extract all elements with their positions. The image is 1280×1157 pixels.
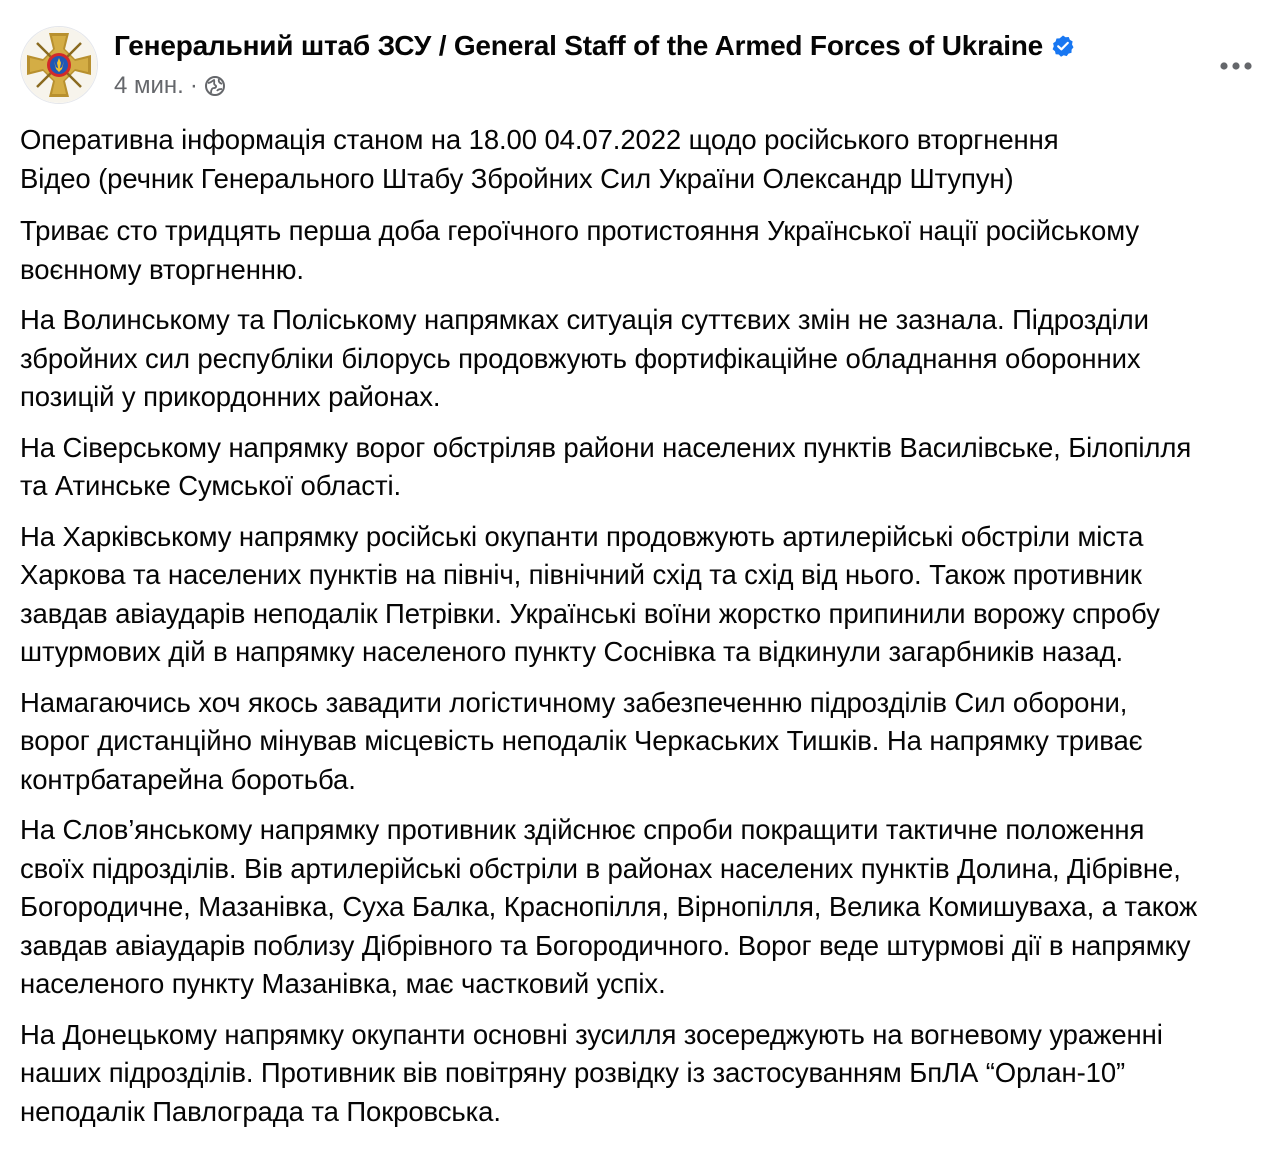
author-line (114, 30, 1075, 62)
more-options-icon (1219, 61, 1253, 71)
post-paragraph-headline: Оперативна інформація станом на 18.00 04.07.2022 щодо російського вторгнення Відео (речник Генерального Штабу Збройних Сил України Олександр Штупун) (20, 124, 1059, 194)
post-paragraph: На Слов’янському напрямку противник здійснює спроби покращити тактичне положення своїх підрозділів. Вів артилерійські обстріли в районах населених пунктів Долина, Дібрівне, Богородичне, Мазанівка, Суха Балка, Краснопілля, Вірнопілля, Велика Комишуваха, а також завдав авіаударів поблизу Дібрівного та Богородичного. Ворог веде штурмові дії в напрямку населеного пункту Мазанівка, має частковий успіх. (20, 814, 1198, 999)
post-paragraph: На Донецькому напрямку окупанти основні зусилля зосереджують на вогневому ураженні наших підрозділів. Противник вів повітряну розвідку із застосуванням БпЛА “Орлан-10” неподалік Павлограда та Покровська. (20, 1018, 1163, 1127)
globe-icon[interactable] (204, 75, 226, 97)
post-paragraph: На Волинському та Поліському напрямках ситуація суттєвих змін не зазнала. Підрозділи збройних сил республіки білорусь продовжують фортифікаційне обладнання оборонних позицій у прикордонних районах. (20, 304, 1149, 412)
post-paragraph: Намагаючись хоч якось завадити логістичному забезпеченню підрозділів Сил оборони, ворог дистанційно мінував місцевість неподалік Черкаських Тишків. На напрямку триває контрбатарейна боротьба. (20, 686, 1143, 795)
post-paragraph: Триває сто тридцять перша доба героїчного протистояння Української нації російському воєнному вторгненню. (20, 215, 1139, 285)
post-timestamp[interactable]: 4 мин. (114, 72, 184, 99)
post-paragraph: На Харківському напрямку російські окупанти продовжують артилерійські обстріли міста Харкова та населених пунктів на північ, північний схід та схід від нього. Також противник завдав авіаударів неподалік Петрівки. Українські воїни жорстко припинили ворожу спробу штурмових дій в напрямку населеного пункту Соснівка та відкинули загарбників назад. (20, 520, 1160, 667)
post-paragraph: На Сіверському напрямку ворог обстріляв райони населених пунктів Василівське, Білопілля та Атинське Сумської області. (20, 431, 1192, 501)
general-staff-emblem-icon (21, 27, 97, 103)
verified-badge-icon (1051, 34, 1075, 58)
author-avatar[interactable] (20, 26, 98, 104)
post-body (20, 121, 1270, 1143)
post-meta (114, 72, 226, 100)
post-header (20, 26, 1260, 106)
author-name[interactable]: Генеральний штаб ЗСУ / General Staff of the Armed Forces of Ukraine (114, 30, 1044, 61)
meta-separator: · (189, 72, 198, 99)
more-options-button[interactable] (1216, 46, 1256, 86)
